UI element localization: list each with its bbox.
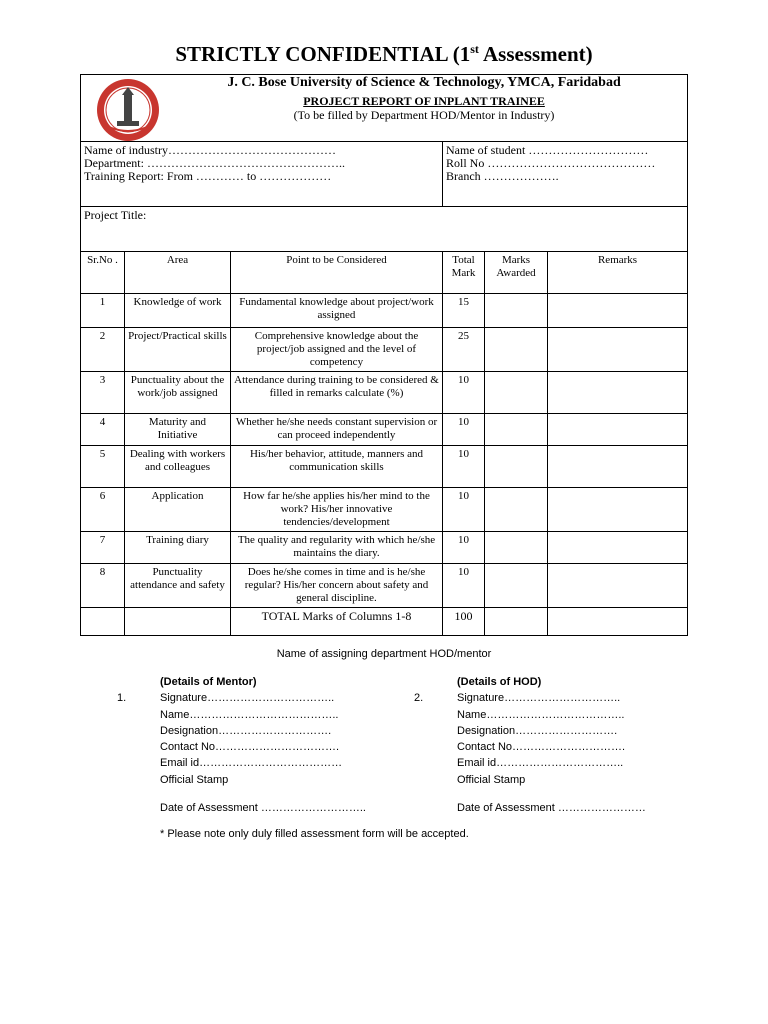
hod-heading: (Details of HOD) xyxy=(457,676,542,688)
table-row: 1 Knowledge of work Fundamental knowledge about project/work assigned 15 xyxy=(81,294,688,328)
student-field: Name of student ………………………… xyxy=(446,143,649,157)
marks-cell[interactable] xyxy=(485,294,548,328)
marks-cell[interactable] xyxy=(485,446,548,488)
total-row xyxy=(81,608,688,636)
remarks-cell[interactable] xyxy=(548,488,688,532)
hod-designation: Designation………………………. xyxy=(457,724,618,737)
remarks-cell[interactable] xyxy=(548,446,688,488)
remarks-cell[interactable] xyxy=(548,328,688,372)
mentor-details xyxy=(160,676,366,818)
total-value: 100 xyxy=(443,608,485,636)
table-row: 8 Punctuality attendance and safety Does he/she comes in time and is he/she regular? His/her concern about safety and general discipline. 10 xyxy=(81,564,688,608)
marks-cell[interactable] xyxy=(485,488,548,532)
mentor-contact: Contact No……………………………. xyxy=(160,741,340,754)
header-area: Area xyxy=(125,252,231,294)
department-field: Department: ………………………………………….. xyxy=(84,156,345,170)
report-title: PROJECT REPORT OF INPLANT TRAINEE xyxy=(303,94,545,108)
header-cell xyxy=(81,75,688,142)
header-total: Total Mark xyxy=(443,252,485,294)
hod-date: Date of Assessment …………………… xyxy=(457,802,646,815)
university-name: J. C. Bose University of Science & Technology, YMCA, Faridabad xyxy=(227,75,621,90)
remarks-cell[interactable] xyxy=(548,372,688,414)
mentor-designation: Designation…………………………. xyxy=(160,724,332,737)
remarks-cell[interactable] xyxy=(548,294,688,328)
hod-email: Email id…………………………….. xyxy=(457,757,624,770)
table-row: 5 Dealing with workers and colleagues His/her behavior, attitude, manners and communication skills 10 xyxy=(81,446,688,488)
hod-number: 2. xyxy=(414,692,424,704)
marks-cell[interactable] xyxy=(485,532,548,564)
roll-field: Roll No …………………………………… xyxy=(446,156,656,170)
table-row: 6 Application How far he/she applies his/her mind to the work? His/her innovative tendencies/development 10 xyxy=(81,488,688,532)
mentor-email: Email id………………………………… xyxy=(160,757,343,770)
table-row: 7 Training diary The quality and regularity with which he/she maintains the diary. 10 xyxy=(81,532,688,564)
hod-details xyxy=(457,676,646,818)
mentor-signature: Signature…………………………….. xyxy=(160,692,335,705)
header-srno: Sr.No . xyxy=(81,252,125,294)
mentor-date: Date of Assessment ……………………….. xyxy=(160,802,366,815)
marks-cell[interactable] xyxy=(485,372,548,414)
mentor-heading: (Details of Mentor) xyxy=(160,676,257,688)
university-logo xyxy=(95,77,161,143)
header-remarks: Remarks xyxy=(548,252,688,294)
project-title-cell: Project Title: xyxy=(81,207,688,252)
table-row: 4 Maturity and Initiative Whether he/she needs constant supervision or can proceed independently 10 xyxy=(81,414,688,446)
total-marks-cell[interactable] xyxy=(485,608,548,636)
hod-name: Name……………………………….. xyxy=(457,708,625,721)
footnote: * Please note only duly filled assessment form will be accepted. xyxy=(160,828,469,840)
total-label: TOTAL Marks of Columns 1-8 xyxy=(231,608,443,636)
table-row: 3 Punctuality about the work/job assigned Attendance during training to be considered & filled in remarks calculate (%) 10 xyxy=(81,372,688,414)
hod-signature: Signature………………………….. xyxy=(457,692,621,705)
page-title: STRICTLY CONFIDENTIAL (1st Assessment) xyxy=(175,42,593,66)
assessment-table xyxy=(80,74,688,636)
header-marks: Marks Awarded xyxy=(485,252,548,294)
assign-label: Name of assigning department HOD/mentor xyxy=(276,648,492,660)
industry-field: Name of industry…………………………………… xyxy=(84,143,336,157)
remarks-cell[interactable] xyxy=(548,532,688,564)
mentor-name: Name………………………………….. xyxy=(160,708,339,721)
header-point: Point to be Considered xyxy=(231,252,443,294)
marks-cell[interactable] xyxy=(485,564,548,608)
table-row: 2 Project/Practical skills Comprehensive knowledge about the project/job assigned and the level of competency 25 xyxy=(81,328,688,372)
mentor-stamp: Official Stamp xyxy=(160,773,229,786)
marks-cell[interactable] xyxy=(485,328,548,372)
mentor-number: 1. xyxy=(117,692,127,704)
fill-note: (To be filled by Department HOD/Mentor in Industry) xyxy=(293,108,555,122)
remarks-cell[interactable] xyxy=(548,564,688,608)
marks-cell[interactable] xyxy=(485,414,548,446)
training-field: Training Report: From ………… to ……………… xyxy=(84,169,332,183)
industry-info-cell xyxy=(81,142,443,207)
student-info-cell xyxy=(443,142,688,207)
branch-field: Branch ………………. xyxy=(446,169,559,183)
hod-contact: Contact No…………………………. xyxy=(457,741,626,754)
remarks-cell[interactable] xyxy=(548,414,688,446)
hod-stamp: Official Stamp xyxy=(457,773,526,786)
